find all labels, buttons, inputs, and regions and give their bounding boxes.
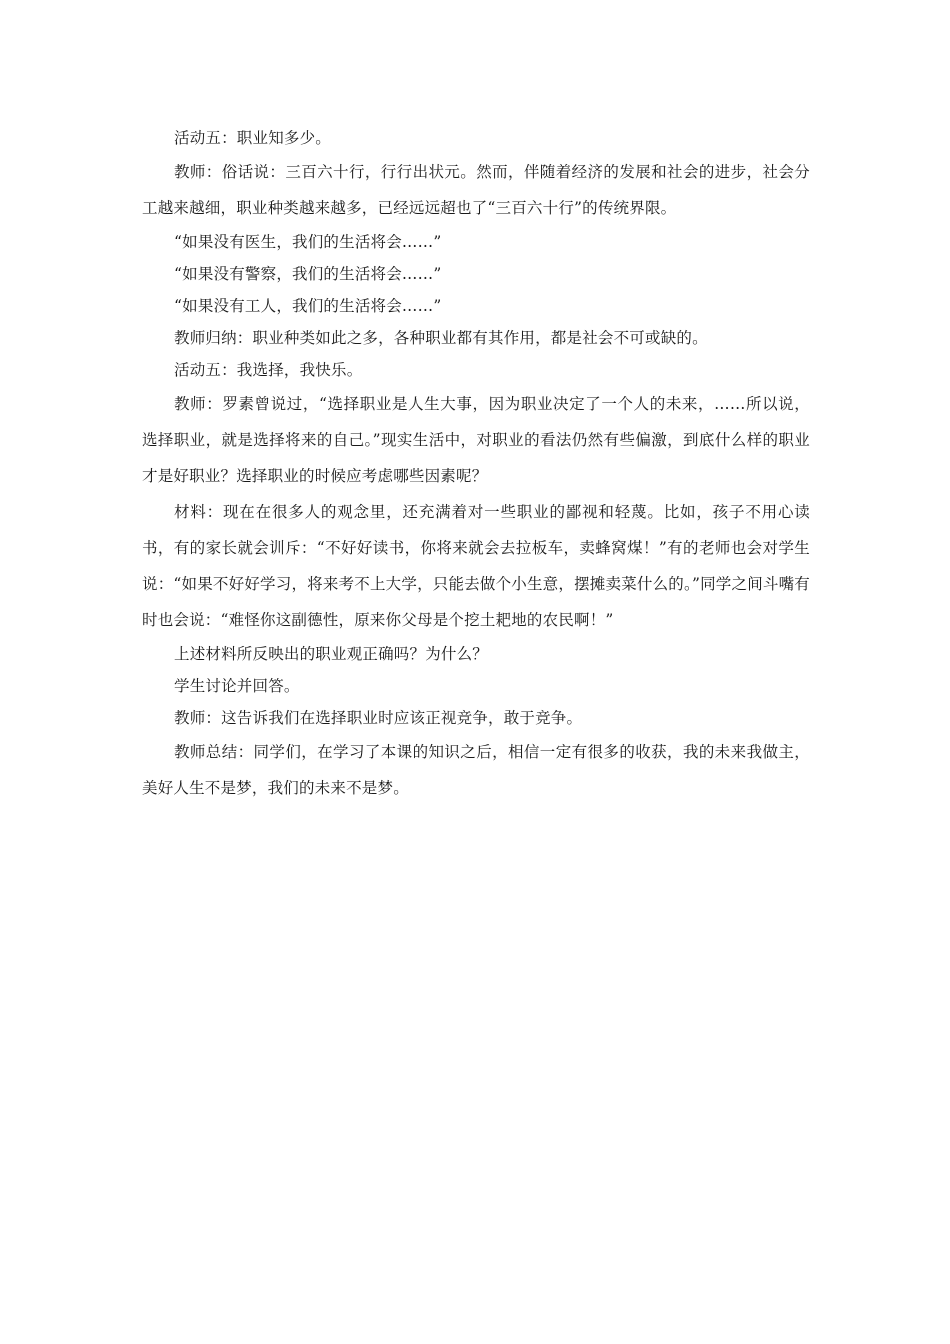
paragraph-activity-five-heading: 活动五：职业知多少。 [174, 129, 332, 147]
paragraph-student-discussion: 学生讨论并回答。 [174, 677, 300, 695]
paragraph-teacher-conclusion: 教师总结：同学们，在学习了本课的知识之后，相信一定有很多的收获，我的未来我做主，美好人生不是梦，我们的未来不是梦。 [142, 743, 810, 797]
paragraph-activity-choice-heading: 活动五：我选择，我快乐。 [174, 361, 363, 379]
paragraph-teacher-intro: 教师：俗话说：三百六十行，行行出状元。然而，伴随着经济的发展和社会的进步，社会分工越来越细，职业种类越来越多，已经远远超也了“三百六十行”的传统界限。 [142, 163, 810, 217]
paragraph-material: 材料：现在在很多人的观念里，还充满着对一些职业的鄙视和轻蔑。比如，孩子不用心读书，有的家长就会训斥：“不好好读书，你将来就会去拉板车，卖蜂窝煤！”有的老师也会对学生说：“如果不好好学习，将来考不上大学，只能去做个小生意，摆摊卖菜什么的。”同学之间斗嘴有时也会说：“难怪你这副德性，原来你父母是个挖土耙地的农民啊！” [142, 503, 810, 629]
paragraph-quote-worker: “如果没有工人，我们的生活将会……” [174, 297, 442, 315]
paragraph-teacher-summary: 教师归纳：职业种类如此之多，各种职业都有其作用，都是社会不可或缺的。 [174, 329, 708, 347]
document-body [142, 122, 810, 806]
paragraph-quote-doctor: “如果没有医生，我们的生活将会……” [174, 233, 442, 251]
paragraph-teacher-competition: 教师：这告诉我们在选择职业时应该正视竞争，敢于竞争。 [174, 709, 583, 727]
paragraph-question: 上述材料所反映出的职业观正确吗？为什么？ [174, 645, 489, 663]
paragraph-teacher-russell: 教师：罗素曾说过，“选择职业是人生大事，因为职业决定了一个人的未来，……所以说，选择职业，就是选择将来的自己。”现实生活中，对职业的看法仍然有些偏激，到底什么样的职业才是好职业？选择职业的时候应考虑哪些因素呢？ [142, 395, 810, 485]
paragraph-quote-police: “如果没有警察，我们的生活将会……” [174, 265, 442, 283]
